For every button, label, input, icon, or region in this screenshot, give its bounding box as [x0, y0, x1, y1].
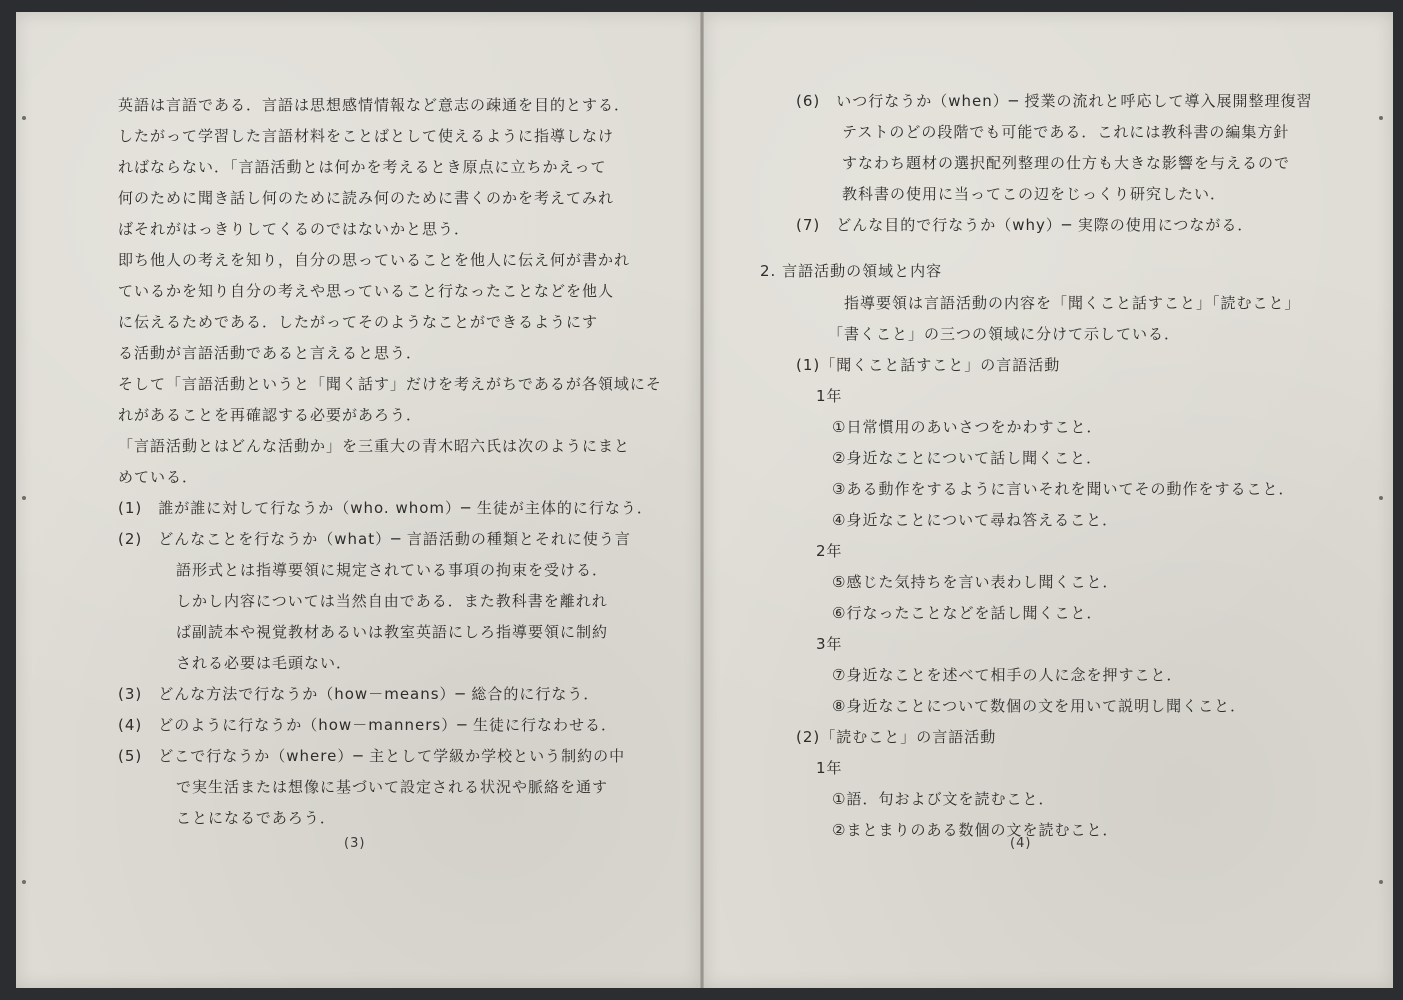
grade-label: 2年	[816, 542, 843, 560]
subsection-heading: (2)「読むこと」の言語活動	[796, 728, 997, 746]
list-item: ⑦身近なことを述べて相手の人に念を押すこと．	[832, 666, 1183, 684]
text-line: (1) 誰が誰に対して行なうか（who. whom）─ 生徒が主体的に行なう．	[118, 499, 653, 517]
binding-hole	[1379, 116, 1383, 120]
text-line: 即ち他人の考えを知り，自分の思っていることを他人に伝え何が書かれ	[118, 251, 631, 269]
binding-hole	[1379, 496, 1383, 500]
text-line: (3) どんな方法で行なうか（how－means）─ 総合的に行なう．	[118, 685, 600, 703]
grade-label: 3年	[816, 635, 843, 653]
list-item: ④身近なことについて尋ね答えること．	[832, 511, 1119, 529]
text-line: (5) どこで行なうか（where）─ 主として学級か学校という制約の中	[118, 747, 626, 765]
grade-label: 1年	[816, 387, 843, 405]
text-line: ばそれがはっきりしてくるのではないかと思う．	[118, 220, 471, 238]
text-line: 「書くこと」の三つの領域に分けて示している．	[828, 325, 1181, 343]
text-line: (7) どんな目的で行なうか（why）─ 実際の使用につながる．	[796, 216, 1254, 234]
text-line: 語形式とは指導要領に規定されている事項の拘束を受ける．	[176, 561, 609, 579]
list-item: ②身近なことについて話し聞くこと．	[832, 449, 1103, 467]
left-page	[16, 12, 700, 988]
binding-hole	[22, 880, 26, 884]
text-line: される必要は毛頭ない．	[176, 654, 353, 672]
text-line: る活動が言語活動であると言えると思う．	[118, 344, 423, 362]
text-line: 「言語活動とはどんな活動か」を三重大の青木昭六氏は次のようにまと	[118, 437, 631, 455]
text-line: 指導要領は言語活動の内容を「聞くこと話すこと」「読むこと」	[844, 294, 1301, 312]
text-line: テストのどの段階でも可能である．これには教科書の編集方針	[842, 123, 1290, 141]
text-line: そして「言語活動というと「聞く話す」だけを考えがちであるが各領域にそ	[118, 375, 662, 393]
text-line: したがって学習した言語材料をことばとして使えるように指導しなけ	[118, 127, 615, 145]
text-line: (6) いつ行なうか（when）─ 授業の流れと呼応して導入展開整理復習	[796, 92, 1313, 110]
page-number: (4)	[1010, 836, 1032, 851]
text-line: しかし内容については当然自由である．また教科書を離れれ	[176, 592, 608, 610]
text-line: 教科書の使用に当ってこの辺をじっくり研究したい．	[842, 185, 1227, 203]
list-item: ⑥行なったことなどを話し聞くこと．	[832, 604, 1103, 622]
list-item: ③ある動作をするように言いそれを聞いてその動作をすること．	[832, 480, 1295, 498]
subsection-heading: (1)「聞くこと話すこと」の言語活動	[796, 356, 1061, 374]
page-number: (3)	[344, 836, 366, 851]
list-item: ①語．句および文を読むこと．	[832, 790, 1055, 808]
section-heading: 2. 言語活動の領域と内容	[760, 262, 943, 280]
grade-label: 1年	[816, 759, 843, 777]
text-line: 英語は言語である．言語は思想感情情報など意志の疎通を目的とする．	[118, 96, 631, 114]
text-line: (4) どのように行なうか（how－manners）─ 生徒に行なわせる．	[118, 716, 618, 734]
list-item: ①日常慣用のあいさつをかわすこと．	[832, 418, 1103, 436]
text-line: ば副読本や視覚教材あるいは教室英語にしろ指導要領に制約	[176, 623, 609, 641]
text-line: 何のために聞き話し何のために読み何のために書くのかを考えてみれ	[118, 189, 615, 207]
binding-hole	[22, 496, 26, 500]
list-item: ⑤感じた気持ちを言い表わし聞くこと．	[832, 573, 1119, 591]
list-item: ⑧身近なことについて数個の文を用いて説明し聞くこと．	[832, 697, 1247, 715]
text-line: ればならない．「言語活動とは何かを考えるとき原点に立ちかえって	[118, 158, 607, 176]
text-line: ことになるであろう．	[176, 809, 336, 827]
text-line: で実生活または想像に基づいて設定される状況や脈絡を通す	[176, 778, 609, 796]
text-line: すなわち題材の選択配列整理の仕方も大きな影響を与えるので	[842, 154, 1291, 172]
text-line: (2) どんなことを行なうか（what）─ 言語活動の種類とそれに使う言	[118, 530, 631, 548]
list-item: ②まとまりのある数個の文を読むこと．	[832, 821, 1119, 839]
text-line: に伝えるためである．したがってそのようなことができるようにす	[118, 313, 599, 331]
document-spread	[16, 12, 1393, 988]
right-page	[704, 12, 1393, 988]
binding-hole	[22, 116, 26, 120]
binding-hole	[1379, 880, 1383, 884]
text-line: めている．	[118, 468, 199, 486]
text-line: れがあることを再確認する必要があろう．	[118, 406, 423, 424]
text-line: ているかを知り自分の考えや思っていること行なったことなどを他人	[118, 282, 615, 300]
